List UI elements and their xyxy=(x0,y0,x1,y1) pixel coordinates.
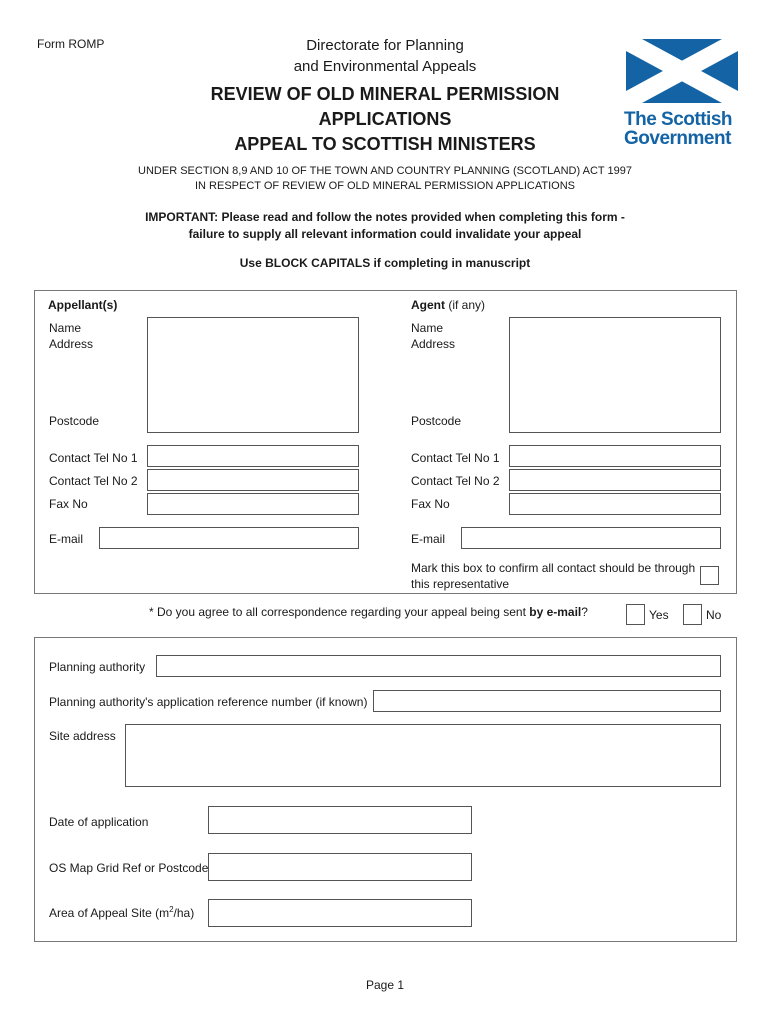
reference-field[interactable] xyxy=(373,690,721,712)
appellant-email-label: E-mail xyxy=(49,532,84,546)
agent-tel2-field[interactable] xyxy=(509,469,721,491)
appellant-fax-field[interactable] xyxy=(147,493,359,515)
area-label xyxy=(49,905,194,920)
email-consent-yes-label: Yes xyxy=(649,608,669,622)
agent-tel2-label: Contact Tel No 2 xyxy=(411,474,500,488)
appellant-email-field[interactable] xyxy=(99,527,359,549)
block-capitals-note: Use BLOCK CAPITALS if completing in manuscript xyxy=(239,256,531,270)
email-consent-no-checkbox[interactable] xyxy=(683,604,702,625)
planning-authority-field[interactable] xyxy=(156,655,721,677)
agent-name-address-field[interactable] xyxy=(509,317,721,433)
area-label-prefix: Area of Appeal Site (m xyxy=(49,906,170,920)
site-details-frame xyxy=(34,637,737,942)
agent-tel1-field[interactable] xyxy=(509,445,721,467)
agent-email-label: E-mail xyxy=(411,532,446,546)
agent-email-field[interactable] xyxy=(461,527,721,549)
important-notice xyxy=(110,209,660,243)
area-label-suffix: /ha) xyxy=(173,906,195,920)
agent-confirm-checkbox[interactable] xyxy=(700,566,719,585)
appellant-address-label: Address xyxy=(49,337,94,351)
subtitle-line1: UNDER SECTION 8,9 AND 10 OF THE TOWN AND COUNTRY PLANNING (SCOTLAND) ACT 1997 xyxy=(138,165,632,177)
email-consent-question xyxy=(149,605,588,619)
agent-postcode-label: Postcode xyxy=(411,414,462,428)
appellant-postcode-label: Postcode xyxy=(49,414,100,428)
appellant-heading: Appellant(s) xyxy=(48,298,118,312)
title-line3: APPEAL TO SCOTTISH MINISTERS xyxy=(234,134,536,154)
agent-address-label: Address xyxy=(411,337,456,351)
agent-name-label: Name xyxy=(411,321,444,335)
reference-label: Planning authority's application reference number (if known) xyxy=(49,695,368,709)
page-number: Page 1 xyxy=(365,978,405,992)
important-line2: failure to supply all relevant information could invalidate your appeal xyxy=(188,227,582,241)
site-address-label: Site address xyxy=(49,729,116,743)
important-line1: IMPORTANT: Please read and follow the notes provided when completing this form - xyxy=(145,210,625,224)
site-address-field[interactable] xyxy=(125,724,721,787)
page-title xyxy=(170,82,600,157)
agent-confirm-line1: Mark this box to confirm all contact should be through xyxy=(411,561,696,575)
agent-confirm-text xyxy=(411,560,695,592)
appellant-tel2-label: Contact Tel No 2 xyxy=(49,474,138,488)
appellant-name-label: Name xyxy=(49,321,82,335)
agent-fax-field[interactable] xyxy=(509,493,721,515)
agent-confirm-line2: this representative xyxy=(411,577,510,591)
area-field[interactable] xyxy=(208,899,472,927)
appellant-fax-label: Fax No xyxy=(49,497,88,511)
email-consent-no-label: No xyxy=(706,608,722,622)
logo-wordmark xyxy=(624,110,732,148)
directorate-line1: Directorate for Planning xyxy=(306,37,464,54)
planning-authority-label: Planning authority xyxy=(49,660,146,674)
appellant-tel2-field[interactable] xyxy=(147,469,359,491)
title-line2: APPLICATIONS xyxy=(318,109,452,129)
grid-ref-label: OS Map Grid Ref or Postcode xyxy=(49,861,209,875)
agent-heading xyxy=(411,298,485,312)
logo-line2: Government xyxy=(624,128,731,149)
email-consent-prefix: * Do you agree to all correspondence regarding your appeal being sent xyxy=(149,605,530,619)
saltire-logo-icon xyxy=(626,39,738,103)
email-consent-bold: by e-mail xyxy=(529,605,582,619)
date-of-application-label: Date of application xyxy=(49,815,149,829)
agent-heading-bold: Agent xyxy=(411,298,445,312)
agent-fax-label: Fax No xyxy=(411,497,450,511)
appellant-name-address-field[interactable] xyxy=(147,317,359,433)
grid-ref-field[interactable] xyxy=(208,853,472,881)
title-line1: REVIEW OF OLD MINERAL PERMISSION xyxy=(210,84,560,104)
appellant-tel1-label: Contact Tel No 1 xyxy=(49,451,138,465)
logo-line1: The Scottish xyxy=(624,109,733,130)
appellant-tel1-field[interactable] xyxy=(147,445,359,467)
directorate-line2: and Environmental Appeals xyxy=(293,58,477,75)
form-code: Form ROMP xyxy=(37,37,105,51)
date-of-application-field[interactable] xyxy=(208,806,472,834)
email-consent-suffix: ? xyxy=(581,605,588,619)
agent-tel1-label: Contact Tel No 1 xyxy=(411,451,500,465)
subtitle-line2: IN RESPECT OF REVIEW OF OLD MINERAL PERMISSION APPLICATIONS xyxy=(195,180,575,192)
agent-heading-suffix: (if any) xyxy=(445,298,486,312)
subtitle xyxy=(120,164,650,194)
area-label-sup: 2 xyxy=(169,905,174,914)
directorate xyxy=(250,35,520,77)
email-consent-yes-checkbox[interactable] xyxy=(626,604,645,625)
